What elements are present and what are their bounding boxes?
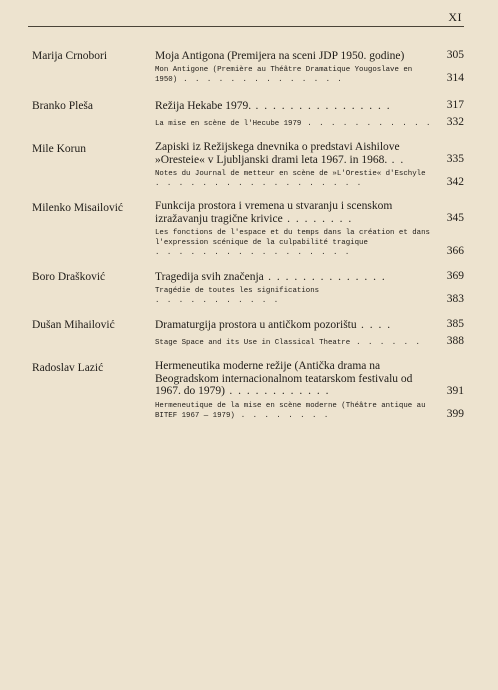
- entry-page-number: 366: [446, 245, 464, 257]
- entry-subtitle-line: [155, 228, 464, 258]
- entry-translation: [155, 65, 434, 85]
- entry-text: Dramaturgija prostora u antičkom pozorištu: [155, 318, 357, 331]
- entry-title-line: [155, 200, 464, 225]
- dot-leader: . . . . . . . . . . . .: [224, 385, 330, 397]
- dot-leader: . . . . . . . . . . . . . . . .: [251, 99, 392, 112]
- entry-text: Funkcija prostora i vremena u stvaranju i scenskom izražavanju tragične krivice: [155, 200, 393, 225]
- entry-items: [155, 98, 464, 132]
- entry-author: Radoslav Lazić: [32, 362, 104, 374]
- dot-leader: . . . . . . . .: [234, 411, 330, 420]
- entry-text: Zapiski iz Režijskega dnevnika o predstavi Aishilove »Oresteie« v Ljubljanski drami leta 1967. in 1968.: [155, 141, 400, 166]
- entry-page-number: 391: [446, 384, 464, 397]
- entry-text: Hermeneutika moderne režije (Antička drama na Beogradskom internacionalnom teatarskom festivalu od 1967. do 1979): [155, 360, 413, 397]
- toc-entry: [32, 360, 464, 424]
- entry-author: Marija Crnobori: [32, 50, 108, 62]
- toc-entry: [32, 48, 464, 88]
- entry-title: [155, 319, 434, 332]
- entry-page-number: 335: [446, 153, 464, 165]
- dot-leader: . . . .: [356, 318, 392, 331]
- dot-leader: . . . . . . . . . . .: [155, 297, 280, 305]
- entry-title-line: [155, 48, 464, 62]
- dot-leader: . . . . . . . . . . . . . . . . .: [155, 249, 351, 257]
- entry-items: [155, 48, 464, 88]
- entry-text: Notes du Journal de metteur en scène de »L'Orestie« d'Eschyle: [155, 170, 426, 178]
- dot-leader: . .: [387, 153, 405, 166]
- entry-title-line: [155, 317, 464, 331]
- dot-leader: . . . . . . . .: [282, 212, 353, 225]
- entry-items: [155, 269, 464, 309]
- entry-page-number: 399: [446, 407, 464, 420]
- entry-page-number: 345: [446, 212, 464, 224]
- entry-text: Hermeneutique de la mise en scène moderne (Théâtre antique au BITEF 1967 — 1979): [155, 401, 426, 420]
- entry-translation: [155, 228, 434, 258]
- entry-text: La mise en scène de l'Hecube 1979: [155, 120, 302, 128]
- entry-items: [155, 317, 464, 351]
- entry-page-number: 383: [446, 293, 464, 305]
- entry-translation: [155, 286, 434, 306]
- entry-text: Moja Antigona (Premijera na sceni JDP 1950. godine): [155, 49, 405, 62]
- entry-title-line: [155, 269, 464, 283]
- dot-leader: . . . . . . . . . . .: [301, 120, 432, 128]
- entry-author: Dušan Mihailović: [32, 319, 115, 331]
- entry-subtitle-line: [155, 65, 464, 85]
- header-rule: [28, 26, 464, 27]
- entry-translation: [155, 119, 434, 129]
- toc-entry: [32, 141, 464, 192]
- entry-page-number: 388: [446, 335, 464, 347]
- entry-subtitle-line: [155, 401, 464, 421]
- toc-entry: [32, 200, 464, 261]
- entry-items: [155, 200, 464, 261]
- entry-translation: [155, 338, 434, 348]
- entry-text: Les fonctions de l'espace et du temps dans la création et dans l'expression scénique de la culpabilité tragique: [155, 229, 430, 247]
- dot-leader: . . . . . .: [350, 339, 422, 347]
- entry-page-number: 305: [446, 49, 464, 61]
- entry-text: Režija Hekabe 1979.: [155, 99, 252, 112]
- entry-title: [155, 271, 434, 284]
- entry-page-number: 317: [446, 99, 464, 111]
- entry-title: [155, 360, 434, 398]
- entry-subtitle-line: [155, 286, 464, 306]
- entry-title-line: [155, 141, 464, 166]
- entry-subtitle-line: [155, 115, 464, 129]
- entry-author: Branko Pleša: [32, 100, 94, 112]
- entry-page-number: 342: [446, 176, 464, 188]
- toc-entry: [32, 269, 464, 309]
- entry-subtitle-line: [155, 334, 464, 348]
- entry-text: Stage Space and its Use in Classical Theatre: [155, 339, 351, 347]
- dot-leader: . . . . . . . . . . . . . .: [177, 76, 344, 84]
- entry-text: Tragedija svih značenja: [155, 270, 264, 283]
- entry-page-number: 332: [446, 116, 464, 128]
- entry-items: [155, 141, 464, 192]
- entry-page-number: 314: [446, 72, 464, 84]
- entry-page-number: 369: [446, 270, 464, 282]
- page-number: XI: [448, 10, 462, 24]
- entry-title-line: [155, 98, 464, 112]
- entry-title-line: [155, 360, 464, 398]
- entry-title: [155, 50, 434, 63]
- toc-entry: [32, 98, 464, 132]
- entry-title: [155, 141, 434, 166]
- entry-subtitle-line: [155, 169, 464, 189]
- entry-items: [155, 360, 464, 424]
- entry-text: Mon Antigone (Première au Théâtre Dramatique Yougoslave en 1950): [155, 66, 413, 84]
- entry-page-number: 385: [446, 318, 464, 330]
- entry-translation: [155, 169, 434, 189]
- entry-author: Boro Drašković: [32, 271, 106, 283]
- dot-leader: . . . . . . . . . . . . . .: [263, 270, 387, 283]
- entry-author: Mile Korun: [32, 143, 86, 155]
- toc-entry: [32, 317, 464, 351]
- entry-title: [155, 100, 434, 113]
- entry-author: Milenko Misailović: [32, 202, 124, 214]
- entry-translation: [155, 401, 434, 421]
- dot-leader: . . . . . . . . . . . . . . . . . .: [155, 180, 363, 188]
- entry-title: [155, 200, 434, 225]
- table-of-contents: [32, 40, 464, 424]
- entry-text: Tragédie de toutes les significations: [155, 287, 320, 295]
